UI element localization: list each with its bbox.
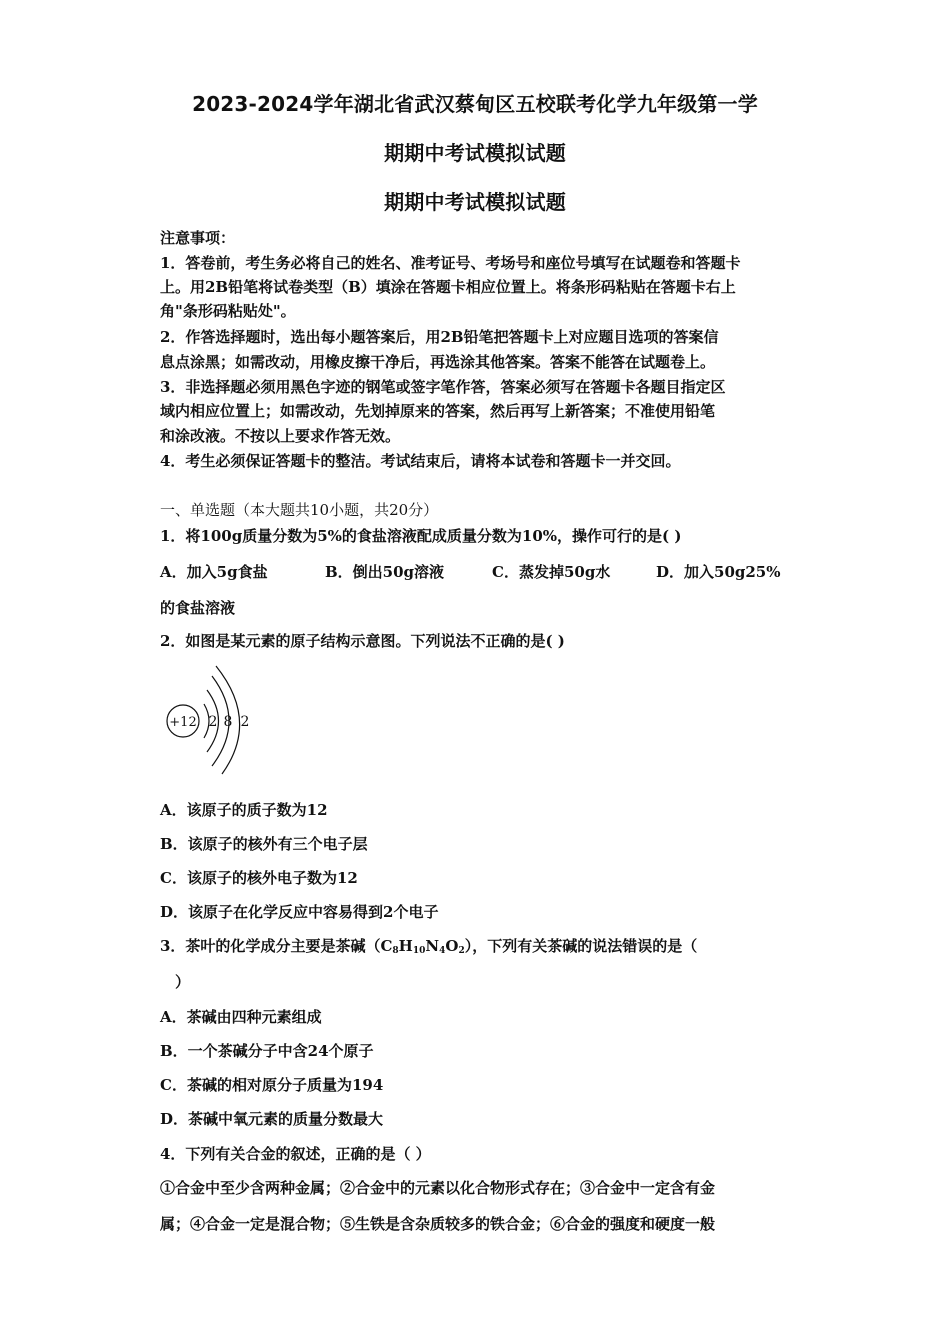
q1-option-d: D．加入50g25% (656, 563, 781, 581)
notice-line: 上。用2B铅笔将试卷类型（B）填涂在答题卡相应位置上。将条形码粘贴在答题卡右上 (160, 278, 736, 296)
notice-line: 4．考生必须保证答题卡的整洁。考试结束后，请将本试卷和答题卡一并交回。 (160, 452, 681, 470)
q3-option-d: D．茶碱中氧元素的质量分数最大 (160, 1110, 384, 1128)
notice-heading: 注意事项： (160, 229, 236, 247)
shell-electron-count: 8 (223, 714, 233, 730)
notice-line: 2．作答选择题时，选出每小题答案后，用2B铅笔把答题卡上对应题目选项的答案信 (160, 328, 719, 346)
q3-option-a: A．茶碱由四种元素组成 (160, 1008, 322, 1026)
q1-option-a: A．加入5g食盐 (160, 563, 268, 581)
atomic-structure-diagram (160, 662, 260, 777)
question-4-stem: 4．下列有关合金的叙述，正确的是（ ） (160, 1145, 431, 1163)
section-heading: 一、单选题（本大题共10小题，共20分） (160, 501, 439, 519)
notice-line: 1．答卷前，考生务必将自己的姓名、准考证号、考场号和座位号填写在试题卷和答题卡 (160, 254, 741, 272)
shell-electron-count: 2 (208, 714, 218, 730)
notice-line: 域内相应位置上；如需改动，先划掉原来的答案，然后再写上新答案；不准使用铅笔 (160, 402, 716, 420)
q3-stem-close: ） (175, 973, 191, 991)
question-3-stem (160, 936, 697, 961)
q3-option-b: B．一个茶碱分子中含24个原子 (160, 1042, 374, 1060)
q4-statement-line: 属；④合金一定是混合物；⑤生铁是含杂质较多的铁合金；⑥合金的强度和硬度一般 (160, 1215, 716, 1233)
notice-line: 和涂改液。不按以上要求作答无效。 (160, 427, 401, 445)
caffeine-formula: $C_8H_{10}N_4O_2$ (380, 937, 465, 956)
q4-statement-line: ①合金中至少含两种金属；②合金中的元素以化合物形式存在；③合金中一定含有金 (160, 1179, 716, 1197)
q2-option-c: C．该原子的核外电子数为12 (160, 869, 358, 887)
q3-option-c: C．茶碱的相对原分子质量为194 (160, 1076, 384, 1094)
q1-option-b: B．倒出50g溶液 (325, 563, 445, 581)
exam-title-line1: 2023-2024学年湖北省武汉蔡甸区五校联考化学九年级第一学 (192, 92, 758, 116)
q2-option-a: A．该原子的质子数为12 (160, 801, 328, 819)
exam-title-line2: 期期中考试模拟试题 (384, 141, 566, 165)
q1-option-c: C．蒸发掉50g水 (492, 563, 611, 581)
q3-stem-end: ），下列有关茶碱的说法错误的是（ (464, 937, 698, 955)
q3-stem-start: 3．茶叶的化学成分主要是茶碱（ (160, 937, 381, 955)
notice-line: 3．非选择题必须用黑色字迹的钢笔或签字笔作答，答案必须写在答题卡各题目指定区 (160, 378, 726, 396)
exam-title-line3: 期期中考试模拟试题 (384, 190, 566, 214)
q2-option-d: D．该原子在化学反应中容易得到2个电子 (160, 903, 439, 921)
shell-electron-count: 2 (240, 714, 250, 730)
nucleus-charge: +12 (169, 715, 197, 730)
q1-option-d-continued: 的食盐溶液 (160, 599, 236, 617)
question-1-stem: 1．将100g质量分数为5%的食盐溶液配成质量分数为10%，操作可行的是( ) (160, 527, 682, 545)
notice-line: 息点涂黑；如需改动，用橡皮擦干净后，再选涂其他答案。答案不能答在试题卷上。 (160, 353, 716, 371)
q2-option-b: B．该原子的核外有三个电子层 (160, 835, 368, 853)
notice-line: 角"条形码粘贴处"。 (160, 302, 296, 320)
question-2-stem: 2．如图是某元素的原子结构示意图。下列说法不正确的是( ) (160, 632, 565, 650)
